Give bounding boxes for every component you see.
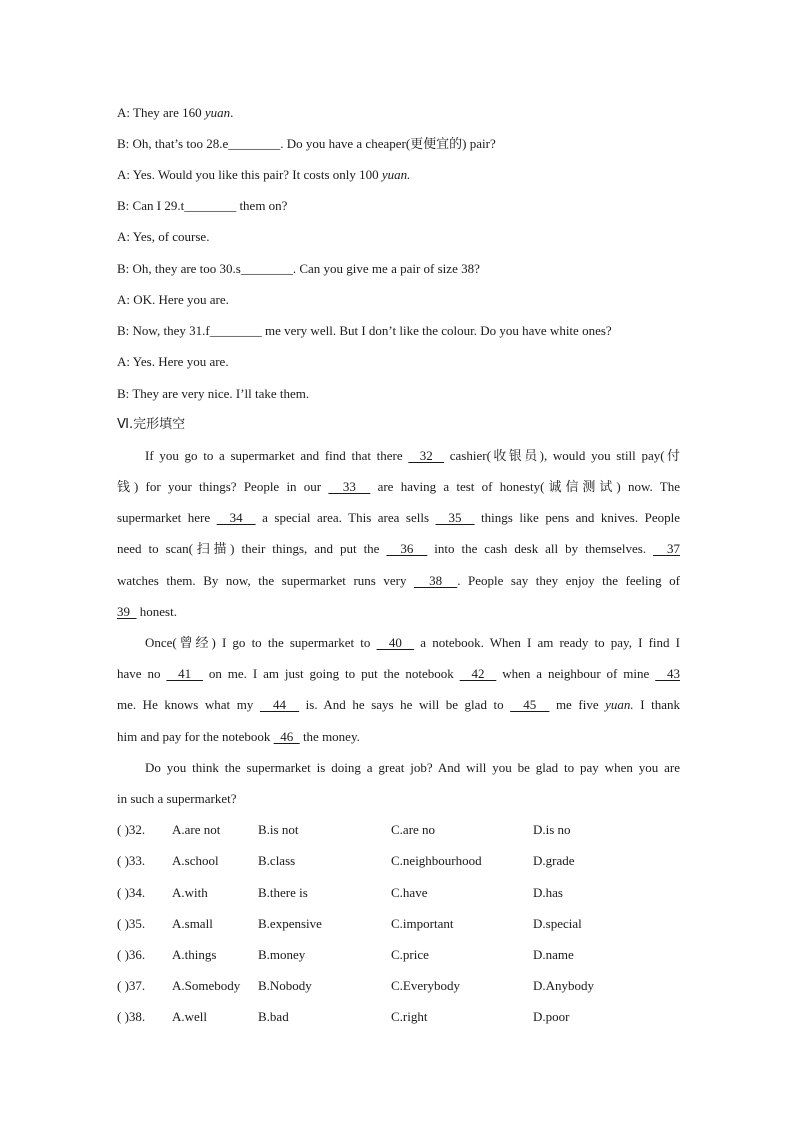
line-text: They are 160 xyxy=(133,105,205,120)
line-italic: yuan. xyxy=(381,167,411,182)
answer-bracket[interactable]: ( )37. xyxy=(117,978,146,993)
cloze-blank-44[interactable]: 44 xyxy=(259,697,300,712)
option-a[interactable]: A.are not xyxy=(172,822,221,837)
option-b[interactable]: B.expensive xyxy=(258,916,322,931)
passage-text: watches them. By now, the supermarket runs very xyxy=(117,573,415,588)
dialogue-line xyxy=(117,105,680,121)
speaker: B: xyxy=(117,323,130,338)
answer-bracket[interactable]: ( )38. xyxy=(117,1009,146,1024)
line-italic: yuan xyxy=(204,105,231,120)
passage-text: a special area. This area sells xyxy=(255,510,436,525)
passage-text: me. He knows what my xyxy=(117,697,260,712)
cloze-blank-36[interactable]: 36 xyxy=(386,541,428,556)
option-a[interactable]: A.Somebody xyxy=(172,978,241,993)
passage-line xyxy=(117,729,680,745)
line-text: . Do you have a cheaper(更便宜的) pair? xyxy=(280,136,496,151)
passage-text: cashier(收银员), would you still pay(付 xyxy=(444,448,681,463)
passage-text: things like pens and knives. People xyxy=(474,510,681,525)
option-d[interactable]: D.grade xyxy=(533,853,575,868)
passage-line xyxy=(117,510,680,526)
passage-line: in such a supermarket? xyxy=(117,791,237,806)
cloze-blank-46[interactable]: 46 xyxy=(273,729,300,744)
passage-text: a notebook. When I am ready to pay, I find I xyxy=(414,635,680,650)
passage-line: Do you think the supermarket is doing a great job? And will you be glad to pay when you are xyxy=(145,760,680,775)
option-a[interactable]: A.with xyxy=(172,885,208,900)
cloze-blank-33[interactable]: 33 xyxy=(328,479,371,494)
dialogue-line xyxy=(117,386,680,402)
option-b[interactable]: B.money xyxy=(258,947,306,962)
option-b[interactable]: B.is not xyxy=(258,822,299,837)
option-c[interactable]: C.are no xyxy=(391,822,436,837)
passage-text: into the cash desk all by themselves. xyxy=(427,541,654,556)
line-text: They are very nice. I’ll take them. xyxy=(132,386,310,401)
line-text: Can I 29.t xyxy=(132,198,185,213)
cloze-blank-41[interactable]: 41 xyxy=(166,666,203,681)
passage-text: Once(曾经) I go to the supermarket to xyxy=(145,635,377,650)
dialogue-line xyxy=(117,261,680,277)
cloze-blank-39[interactable]: 39 xyxy=(117,604,137,619)
answer-blank[interactable]: ________ xyxy=(184,198,237,213)
option-d[interactable]: D.poor xyxy=(533,1009,570,1024)
option-b[interactable]: B.Nobody xyxy=(258,978,312,993)
dialogue-line xyxy=(117,354,680,370)
cloze-blank-37[interactable]: 37 xyxy=(653,541,681,556)
cloze-blank-32[interactable]: 32 xyxy=(408,448,445,463)
passage-line xyxy=(117,666,680,682)
cloze-blank-40[interactable]: 40 xyxy=(376,635,415,650)
cloze-blank-34[interactable]: 34 xyxy=(216,510,256,525)
section-title: Ⅵ.完形填空 xyxy=(117,417,186,432)
option-b[interactable]: B.class xyxy=(258,853,296,868)
speaker: A: xyxy=(117,167,130,182)
passage-text: I thank xyxy=(633,697,681,712)
line-text: them on? xyxy=(236,198,288,213)
speaker: B: xyxy=(117,261,130,276)
option-a[interactable]: A.things xyxy=(172,947,217,962)
option-b[interactable]: B.there is xyxy=(258,885,308,900)
cloze-blank-43[interactable]: 43 xyxy=(655,666,681,681)
line-text: Yes. Here you are. xyxy=(132,354,229,369)
passage-line xyxy=(145,635,680,651)
passage-text: supermarket here xyxy=(117,510,217,525)
dialogue-line xyxy=(117,167,680,183)
answer-blank[interactable]: ________ xyxy=(228,136,281,151)
passage-text: on me. I am just going to put the notebook xyxy=(202,666,460,681)
dialogue-line xyxy=(117,136,680,152)
passage-text: honest. xyxy=(136,604,177,619)
cloze-blank-45[interactable]: 45 xyxy=(510,697,550,712)
line-text: . xyxy=(230,105,234,120)
speaker: B: xyxy=(117,136,130,151)
answer-bracket[interactable]: ( )35. xyxy=(117,916,146,931)
passage-text: 钱) for your things? People in our xyxy=(117,479,329,494)
passage-line xyxy=(145,448,680,464)
answer-bracket[interactable]: ( )36. xyxy=(117,947,146,962)
dialogue-line xyxy=(117,229,680,245)
line-text: Now, they 31.f xyxy=(132,323,210,338)
speaker: A: xyxy=(117,105,130,120)
answer-bracket[interactable]: ( )34. xyxy=(117,885,146,900)
passage-text: are having a test of honesty(诚信测试) now. The xyxy=(370,479,680,494)
option-d[interactable]: D.name xyxy=(533,947,574,962)
cloze-blank-42[interactable]: 42 xyxy=(459,666,497,681)
option-c[interactable]: C.Everybody xyxy=(391,978,460,993)
cloze-blank-35[interactable]: 35 xyxy=(435,510,475,525)
option-d[interactable]: D.special xyxy=(533,916,582,931)
passage-italic: yuan. xyxy=(605,697,634,712)
option-b[interactable]: B.bad xyxy=(258,1009,289,1024)
passage-line xyxy=(117,573,680,589)
line-text: Oh, that’s too 28.e xyxy=(132,136,229,151)
line-text: Yes, of course. xyxy=(132,229,210,244)
speaker: B: xyxy=(117,198,130,213)
passage-text: him and pay for the notebook xyxy=(117,729,274,744)
dialogue-line xyxy=(117,198,680,214)
option-a[interactable]: A.well xyxy=(172,1009,208,1024)
passage-text: is. And he says he will be glad to xyxy=(299,697,511,712)
cloze-blank-38[interactable]: 38 xyxy=(414,573,458,588)
option-c[interactable]: C.neighbourhood xyxy=(391,853,482,868)
option-c[interactable]: C.have xyxy=(391,885,428,900)
speaker: A: xyxy=(117,229,130,244)
passage-text: me five xyxy=(549,697,606,712)
passage-text: the money. xyxy=(299,729,360,744)
dialogue-line xyxy=(117,323,680,339)
line-text: . Can you give me a pair of size 38? xyxy=(292,261,480,276)
passage-line xyxy=(117,541,680,557)
line-text: OK. Here you are. xyxy=(133,292,229,307)
passage-text: have no xyxy=(117,666,167,681)
option-a[interactable]: A.small xyxy=(172,916,213,931)
answer-blank[interactable]: ________ xyxy=(240,261,293,276)
passage-text: need to scan(扫描) their things, and put the xyxy=(117,541,387,556)
answer-bracket[interactable]: ( )33. xyxy=(117,853,146,868)
line-text: Oh, they are too 30.s xyxy=(132,261,241,276)
answer-blank[interactable]: ________ xyxy=(209,323,262,338)
passage-line xyxy=(117,604,680,620)
passage-line xyxy=(117,697,680,713)
option-d[interactable]: D.has xyxy=(533,885,563,900)
passage-text: If you go to a supermarket and find that there xyxy=(145,448,409,463)
passage-text: when a neighbour of mine xyxy=(496,666,656,681)
speaker: A: xyxy=(117,354,130,369)
passage-line xyxy=(117,479,680,495)
line-text: me very well. But I don’t like the colour. Do you have white ones? xyxy=(261,323,612,338)
dialogue-line xyxy=(117,292,680,308)
option-c[interactable]: C.price xyxy=(391,947,429,962)
option-d[interactable]: D.is no xyxy=(533,822,571,837)
option-d[interactable]: D.Anybody xyxy=(533,978,595,993)
option-c[interactable]: C.important xyxy=(391,916,454,931)
option-a[interactable]: A.school xyxy=(172,853,219,868)
answer-bracket[interactable]: ( )32. xyxy=(117,822,146,837)
line-text: Yes. Would you like this pair? It costs only 100 xyxy=(132,167,382,182)
option-c[interactable]: C.right xyxy=(391,1009,428,1024)
speaker: A: xyxy=(117,292,130,307)
passage-text: . People say they enjoy the feeling of xyxy=(457,573,681,588)
speaker: B: xyxy=(117,386,130,401)
